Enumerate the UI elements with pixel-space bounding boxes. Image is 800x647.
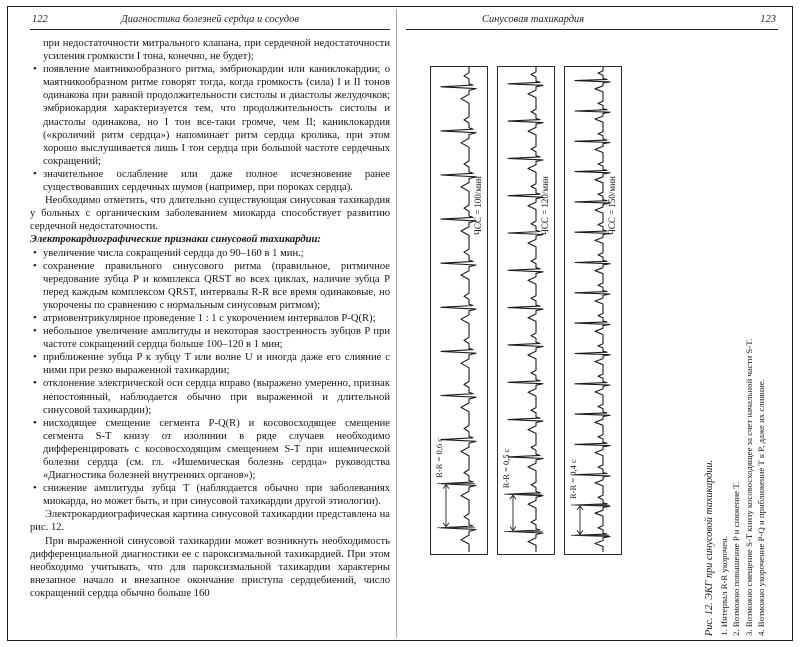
- right-page-number: 123: [760, 14, 776, 25]
- ecg-trace: [431, 67, 487, 552]
- hr-label: ЧСС = 120/мин: [540, 176, 550, 235]
- section-heading: Электрокардиографические признаки синусовой тахикардии:: [30, 234, 321, 246]
- bullet-item: • нисходящее смещение сегмента P-Q(R) и косовосходящее смещение сегмента S-T книзу от изолинии в ряде случаев необходимо дифференцировать с косовосходящим смещением S-T при ишемической болезни сердца (см. гл. «Ишемическая болезнь сердца» руководства «Диагностика болезней внутренних органов»);: [30, 417, 390, 482]
- rr-label: R-R = 0,5 с: [501, 448, 511, 489]
- right-page-header: [406, 14, 778, 30]
- left-running-head: Диагностика болезней сердца и сосудов: [121, 14, 299, 25]
- ecg-trace: [498, 67, 554, 552]
- bullet-item: • небольшое увеличение амплитуды и некоторая заостренность зубцов P при частоте сокращений сердца больше 100–120 в 1 мин;: [30, 325, 390, 351]
- figure-caption: [704, 70, 768, 636]
- ecg-strip: [564, 66, 622, 555]
- figure-caption-item: 4. Возможно укорочение P-Q и приближение T к P, даже их слияние.: [756, 379, 767, 636]
- figure-caption-list: [718, 70, 768, 636]
- bullet-item: • приближение зубца P к зубцу T или волне U и иногда даже его слияние с ними при резко выраженной тахикардии;: [30, 351, 390, 377]
- page-gutter-line: [396, 9, 397, 638]
- figure-caption-item: 2. Возможно повышение P и снижение T.: [731, 481, 742, 636]
- bullet-item: • снижение амплитуды зубца T (наблюдается обычно при заболеваниях миокарда, но может быть, и при синусовой тахикардии другой этиологии).: [30, 482, 390, 508]
- ecg-strip: [430, 66, 488, 555]
- paragraph: Необходимо отметить, что длительно существующая синусовая тахикардия у больных с органическим заболеванием миокарда способствует развитию сердечной недостаточности.: [30, 195, 390, 233]
- paragraph: при недостаточности митрального клапана, при сердечной недостаточности усиления громкости I тона, конечно, не будет);: [43, 38, 390, 63]
- paragraph: Электрокардиографическая картина синусовой тахикардии представлена на рис. 12.: [30, 509, 390, 534]
- bullet-item: • увеличение числа сокращений сердца до 90–160 в 1 мин.;: [30, 247, 390, 260]
- right-page: [406, 14, 778, 638]
- figure-caption-item: 1. Интервал R-R укорочен.: [719, 536, 729, 636]
- hr-label: ЧСС = 100/мин: [473, 176, 483, 235]
- rr-label: R-R = 0,4 с: [568, 459, 578, 499]
- rr-label: R-R = 0,6 с: [434, 437, 444, 478]
- left-page-number: 122: [32, 14, 48, 25]
- figure-caption-title: Рис. 12. ЭКГ при синусовой тахикардии.: [704, 459, 715, 636]
- bullet-item: • сохранение правильного синусового ритма (правильное, ритмичное чередование зубца P и комплекса QRST во всех циклах, наличие зубца P перед каждым комплексом QRST, интервалы R-R все время одинаковые, но укорочены по сравнению с нормальным синусовым ритмом);: [30, 260, 390, 312]
- bullet-item: • отклонение электрической оси сердца вправо (выражено умеренно, признак непостоянный, наблюдается обычно при выраженной и длительной синусовой тахикардии);: [30, 377, 390, 416]
- right-running-head: Синусовая тахикардия: [481, 14, 585, 25]
- left-page: [30, 14, 390, 600]
- left-page-body: [30, 37, 390, 600]
- bullet-item: • атриовентрикулярное проведение 1 : 1 с укорочением интервалов P-Q(R);: [30, 312, 390, 325]
- bullet-item: • значительное ослабление или даже полное исчезновение ранее существовавших сердечных шумов (например, при пороках сердца).: [30, 168, 390, 194]
- figure-caption-item: 3. Возможно смещение S-T книзу косовосходящее за счет начальной части S-T.: [743, 338, 754, 636]
- ecg-strip: [497, 66, 555, 555]
- paragraph: При выраженной синусовой тахикардии может возникнуть необходимость дифференциальной диагностики ее с пароксизмальной тахикардией. При этом необходимо учитывать, что для пароксизмальной тахикардии характерны внезапное начало и внезапное окончание приступа сердцебиений, число сокращений сердца обычно больше 160: [30, 535, 390, 599]
- ecg-trace: [565, 67, 621, 552]
- hr-label: ЧСС = 150/мин: [607, 176, 617, 235]
- bullet-item: • появление маятникообразного ритма, эмбриокардии или каниклокардии; о маятникообразном ритме говорят тогда, когда громкость (сила) I и II тонов одинакова при равной продолжительности систолы и диастолы желудочков; эмбриокардия характеризуется тем, что продолжительность систолы и диастолы одинакова, но I тон все-таки громче, чем II; каниклокардия («кроличий ритм сердца») напоминает ритм сердца кролика, при этом хорошо выслушивается лишь I тон сердца при большой частоте сердечных сокращений;: [30, 63, 390, 168]
